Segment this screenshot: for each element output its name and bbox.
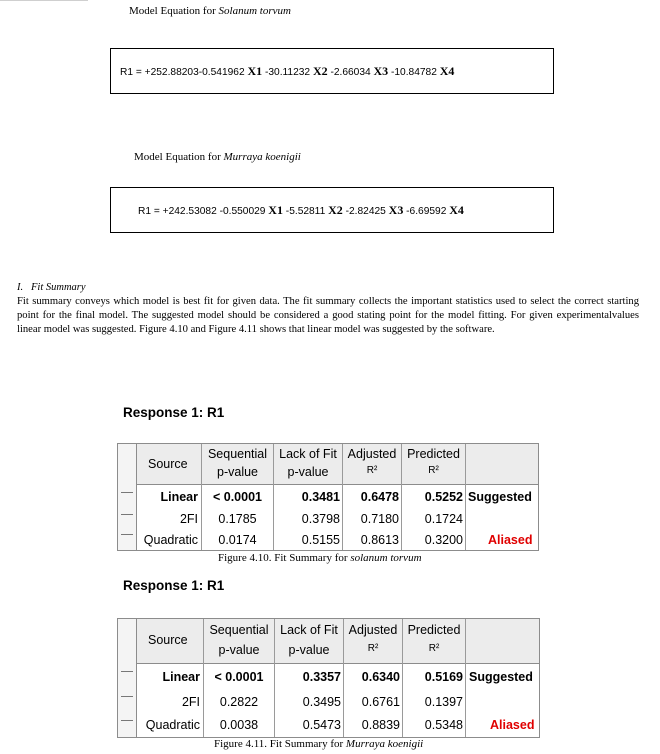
fit-summary-table-2: Source Sequential p-value Lack of Fit p-value Adjusted R² Predicted R² Linear < 0.0001 0.3357 0.6340 0.5169 Suggested 2FI 0.2822 0.3495 0.6761 0.1397 Quadratic 0.0038 0.5473 0.8839 0.5348 Aliased xyxy=(117,618,540,738)
section-heading: I. Fit Summary xyxy=(17,282,86,293)
response-title-2: Response 1: R1 xyxy=(123,578,225,593)
equation-2: R1 = +242.53082 -0.550029 X1 -5.52811 X2 -2.82425 X3 -6.69592 X4 xyxy=(138,202,464,217)
col-header-pred: Predicted xyxy=(407,623,461,637)
aliased-label: Aliased xyxy=(488,533,533,547)
response-title-1: Response 1: R1 xyxy=(123,405,225,420)
fit-summary-table-1: Source Sequential p-value Lack of Fit p-value Adjusted R² Predicted R² Linear < 0.0001 0.3481 0.6478 0.5252 Suggested 2FI 0.1785 0.3798 0.7180 0.1724 Quadratic 0.0174 0.5155 0.8613 0.3200 Aliased xyxy=(117,443,539,551)
equation-box-1 xyxy=(110,48,554,94)
figure-caption-1: Figure 4.10. Fit Summary for solanum torvum xyxy=(218,552,422,564)
figure-caption-2: Figure 4.11. Fit Summary for Murraya koenigii xyxy=(214,738,424,750)
body-paragraph: Fit summary conveys which model is best fit for given data. The fit summary collects the important statistics used to select the correct starting point for the final model. The suggested model should be considered a good stating point for the model fitting. For given experimentalvalues linear model was suggested. Figure 4.10 and Figure 4.11 shows that linear model was suggested by the software. xyxy=(17,296,639,335)
equation-1: R1 = +252.88203-0.541962 X1 -30.11232 X2 -2.66034 X3 -10.84782 X4 xyxy=(120,63,455,78)
col-header-source: Source xyxy=(148,457,188,471)
aliased-label: Aliased xyxy=(490,718,535,732)
col-header-pred: Predicted xyxy=(407,447,460,461)
eq2-caption: Model Equation for Murraya koenigii xyxy=(134,151,301,163)
equation-box-2 xyxy=(110,187,554,233)
col-header-seq: Sequential xyxy=(207,447,268,461)
col-header-lof: Lack of Fit xyxy=(280,623,338,637)
col-header-adj: Adjusted xyxy=(347,447,397,461)
eq1-caption: Model Equation for Solanum torvum xyxy=(129,5,291,17)
col-header-lof: Lack of Fit xyxy=(279,447,337,461)
col-header-source: Source xyxy=(148,633,188,647)
col-header-adj: Adjusted xyxy=(348,623,398,637)
col-header-seq: Sequential xyxy=(209,623,269,637)
top-rule xyxy=(0,0,88,1)
